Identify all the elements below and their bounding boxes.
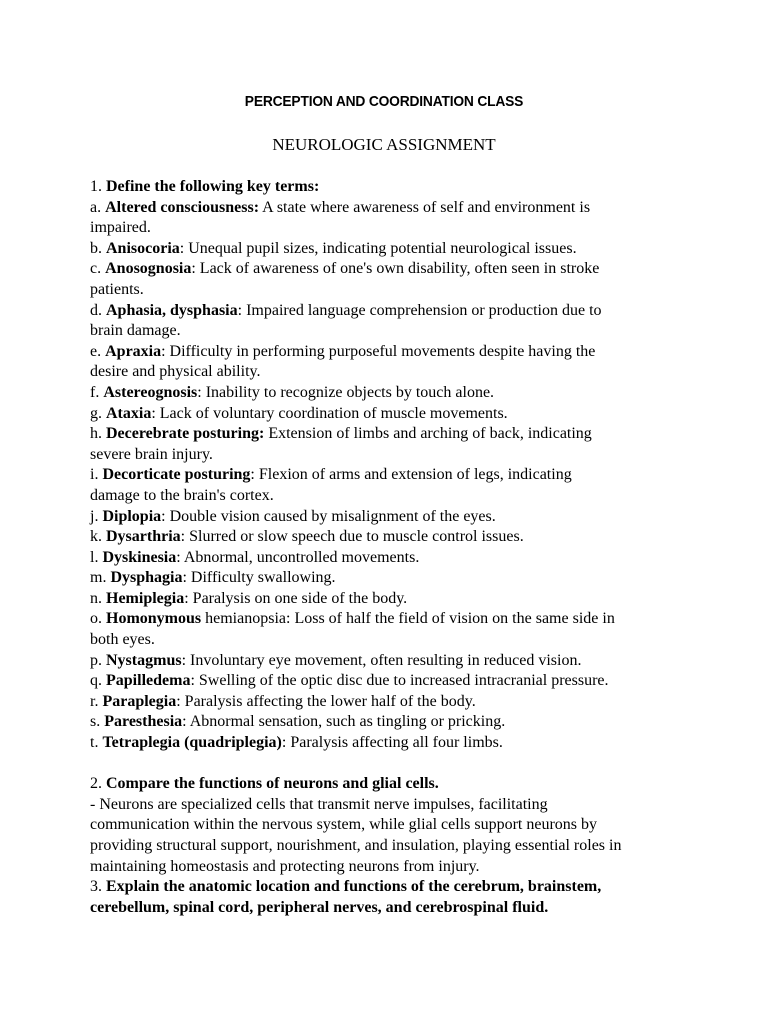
term-definition: : Abnormal sensation, such as tingling or pricking.	[182, 713, 506, 731]
term-definition: : Paralysis affecting the lower half of the body.	[176, 692, 476, 710]
term-entry	[90, 527, 690, 548]
term-entry	[90, 589, 690, 610]
term-entry	[90, 424, 690, 445]
term-letter: t.	[90, 734, 99, 752]
term-definition-continued: patients.	[90, 280, 144, 298]
term-entry	[90, 342, 690, 363]
term-letter: l.	[90, 548, 99, 566]
term-entry	[90, 259, 690, 280]
term-name: Anosognosia	[105, 260, 192, 278]
term-name: Decorticate posturing	[102, 466, 251, 484]
term-letter: h.	[90, 425, 102, 443]
document-body	[90, 177, 690, 918]
term-definition-continued: both eyes.	[90, 631, 155, 649]
term-letter: s.	[90, 713, 101, 731]
term-definition: : Lack of voluntary coordination of muscle movements.	[151, 404, 508, 422]
term-name: Ataxia	[106, 404, 152, 422]
term-name: Aphasia, dysphasia	[106, 301, 238, 319]
question-2-answer	[90, 795, 690, 877]
term-definition: : Lack of awareness of one's own disability, often seen in stroke	[191, 260, 600, 278]
section-gap	[90, 754, 690, 775]
answer-line: - Neurons are specialized cells that transmit nerve impulses, facilitating	[90, 795, 548, 813]
term-definition: : Slurred or slow speech due to muscle control issues.	[180, 528, 524, 546]
term-definition-continued: impaired.	[90, 219, 151, 237]
term-definition: : Swelling of the optic disc due to increased intracranial pressure.	[190, 672, 609, 690]
term-entry	[90, 383, 690, 404]
term-definition: : Impaired language comprehension or production due to	[237, 301, 602, 319]
term-letter: n.	[90, 589, 102, 607]
term-name: Paresthesia	[104, 713, 183, 731]
term-name: Hemiplegia	[106, 589, 185, 607]
key-terms-list	[90, 198, 690, 754]
term-name: Dyskinesia	[102, 548, 177, 566]
term-definition: : Inability to recognize objects by touch alone.	[197, 383, 495, 401]
term-definition: hemianopsia: Loss of half the field of vision on the same side in	[201, 610, 615, 628]
term-definition-continued: brain damage.	[90, 322, 181, 340]
term-definition: : Abnormal, uncontrolled movements.	[176, 548, 420, 566]
term-entry	[90, 301, 690, 322]
term-entry	[90, 239, 690, 260]
answer-line: communication within the nervous system, while glial cells support neurons by	[90, 816, 598, 834]
class-title: PERCEPTION AND COORDINATION CLASS	[244, 93, 524, 110]
term-letter: m.	[90, 569, 107, 587]
question-1-heading: 1. Define the following key terms:	[90, 178, 320, 195]
term-letter: c.	[90, 260, 102, 278]
term-entry	[90, 712, 690, 733]
term-entry	[90, 465, 690, 486]
term-definition: : Paralysis on one side of the body.	[184, 589, 408, 607]
term-definition-continued: damage to the brain's cortex.	[90, 486, 274, 504]
term-name: Altered consciousness:	[105, 198, 260, 216]
term-definition: A state where awareness of self and environment is	[259, 198, 591, 216]
term-letter: f.	[90, 383, 100, 401]
term-letter: i.	[90, 466, 99, 484]
term-letter: o.	[90, 610, 102, 628]
term-letter: e.	[90, 342, 102, 360]
term-name: Nystagmus	[106, 651, 182, 669]
term-name: Papilledema	[106, 672, 191, 690]
term-name: Diplopia	[102, 507, 162, 525]
term-definition: : Flexion of arms and extension of legs, indicating	[250, 466, 572, 484]
term-entry	[90, 548, 690, 569]
term-letter: b.	[90, 239, 102, 257]
term-entry	[90, 404, 690, 425]
term-letter: q.	[90, 672, 102, 690]
term-entry	[90, 671, 690, 692]
term-letter: r.	[90, 692, 99, 710]
term-definition: Extension of limbs and arching of back, indicating	[264, 425, 592, 443]
term-entry	[90, 198, 690, 219]
answer-line: maintaining homeostasis and protecting neurons from injury.	[90, 857, 480, 875]
term-definition: : Paralysis affecting all four limbs.	[281, 734, 503, 752]
term-definition: : Double vision caused by misalignment of the eyes.	[161, 507, 496, 525]
term-definition: : Difficulty swallowing.	[182, 569, 336, 587]
term-definition: : Unequal pupil sizes, indicating potential neurological issues.	[179, 239, 577, 257]
term-definition: : Involuntary eye movement, often resulting in reduced vision.	[181, 651, 582, 669]
term-name: Homonymous	[106, 610, 202, 628]
term-letter: k.	[90, 528, 102, 546]
assignment-title: NEUROLOGIC ASSIGNMENT	[272, 135, 496, 154]
term-definition: : Difficulty in performing purposeful movements despite having the	[161, 342, 596, 360]
term-letter: d.	[90, 301, 102, 319]
term-name: Dysarthria	[106, 528, 181, 546]
term-entry	[90, 692, 690, 713]
term-entry	[90, 651, 690, 672]
term-name: Tetraplegia (quadriplegia)	[102, 734, 282, 752]
term-letter: g.	[90, 404, 102, 422]
term-entry	[90, 733, 690, 754]
term-name: Paraplegia	[102, 692, 177, 710]
term-name: Apraxia	[105, 342, 162, 360]
question-2-heading: 2. Compare the functions of neurons and glial cells.	[90, 775, 439, 793]
term-definition-continued: desire and physical ability.	[90, 363, 261, 381]
term-entry	[90, 507, 690, 528]
term-entry	[90, 568, 690, 589]
term-definition-continued: severe brain injury.	[90, 445, 213, 463]
term-letter: p.	[90, 651, 102, 669]
question-3-heading-continued: cerebellum, spinal cord, peripheral nerves, and cerebrospinal fluid.	[90, 898, 549, 916]
term-letter: j.	[90, 507, 99, 525]
term-entry	[90, 609, 690, 630]
answer-line: providing structural support, nourishment, and insulation, playing essential roles in	[90, 837, 622, 854]
term-letter: a.	[90, 198, 102, 216]
term-name: Anisocoria	[106, 239, 180, 257]
term-name: Astereognosis	[103, 383, 198, 401]
question-3-heading: 3. Explain the anatomic location and functions of the cerebrum, brainstem,	[90, 878, 602, 896]
term-name: Dysphagia	[110, 569, 183, 587]
term-name: Decerebrate posturing:	[106, 425, 265, 443]
